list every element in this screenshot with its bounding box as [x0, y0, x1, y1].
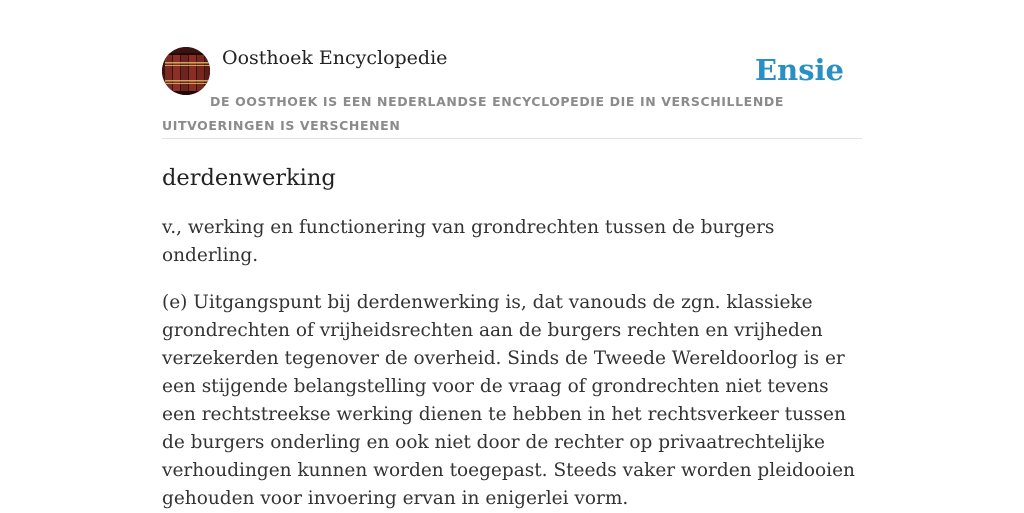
article-body: (e) Uitgangspunt bij derdenwerking is, dat vanouds de zgn. klassieke grondrechten of vrijheidsrechten aan de burgers rechten en vrijheden verzekerden tegenover de overheid. Sinds de Tweede Wereldoorlog is er een stijgende belangstelling voor de vraag of grondrechten niet tevens een rechtstreekse werking dienen te hebben in het rechtsverkeer tussen de burgers onderling en ook niet door de rechter op privaatrechtelijke verhoudingen kunnen worden toegepast. Steeds vaker worden pleidooien gehouden voor invoering ervan in enigerlei vorm.	[162, 292, 855, 509]
article-headword: derdenwerking	[162, 165, 336, 191]
page-container	[162, 46, 862, 513]
site-title[interactable]: Oosthoek Encyclopedie	[222, 47, 448, 69]
article-definition: v., werking en functionering van grondrechten tussen de burgers onderling.	[162, 217, 775, 266]
brand-logo[interactable]: Ensie	[755, 53, 844, 87]
site-header	[162, 46, 862, 139]
site-tagline: DE OOSTHOEK IS EEN NEDERLANDSE ENCYCLOPEDIE DIE IN VERSCHILLENDE UITVOERINGEN IS VERSCHENEN	[162, 94, 784, 133]
encyclopedia-books-icon[interactable]	[162, 47, 210, 95]
